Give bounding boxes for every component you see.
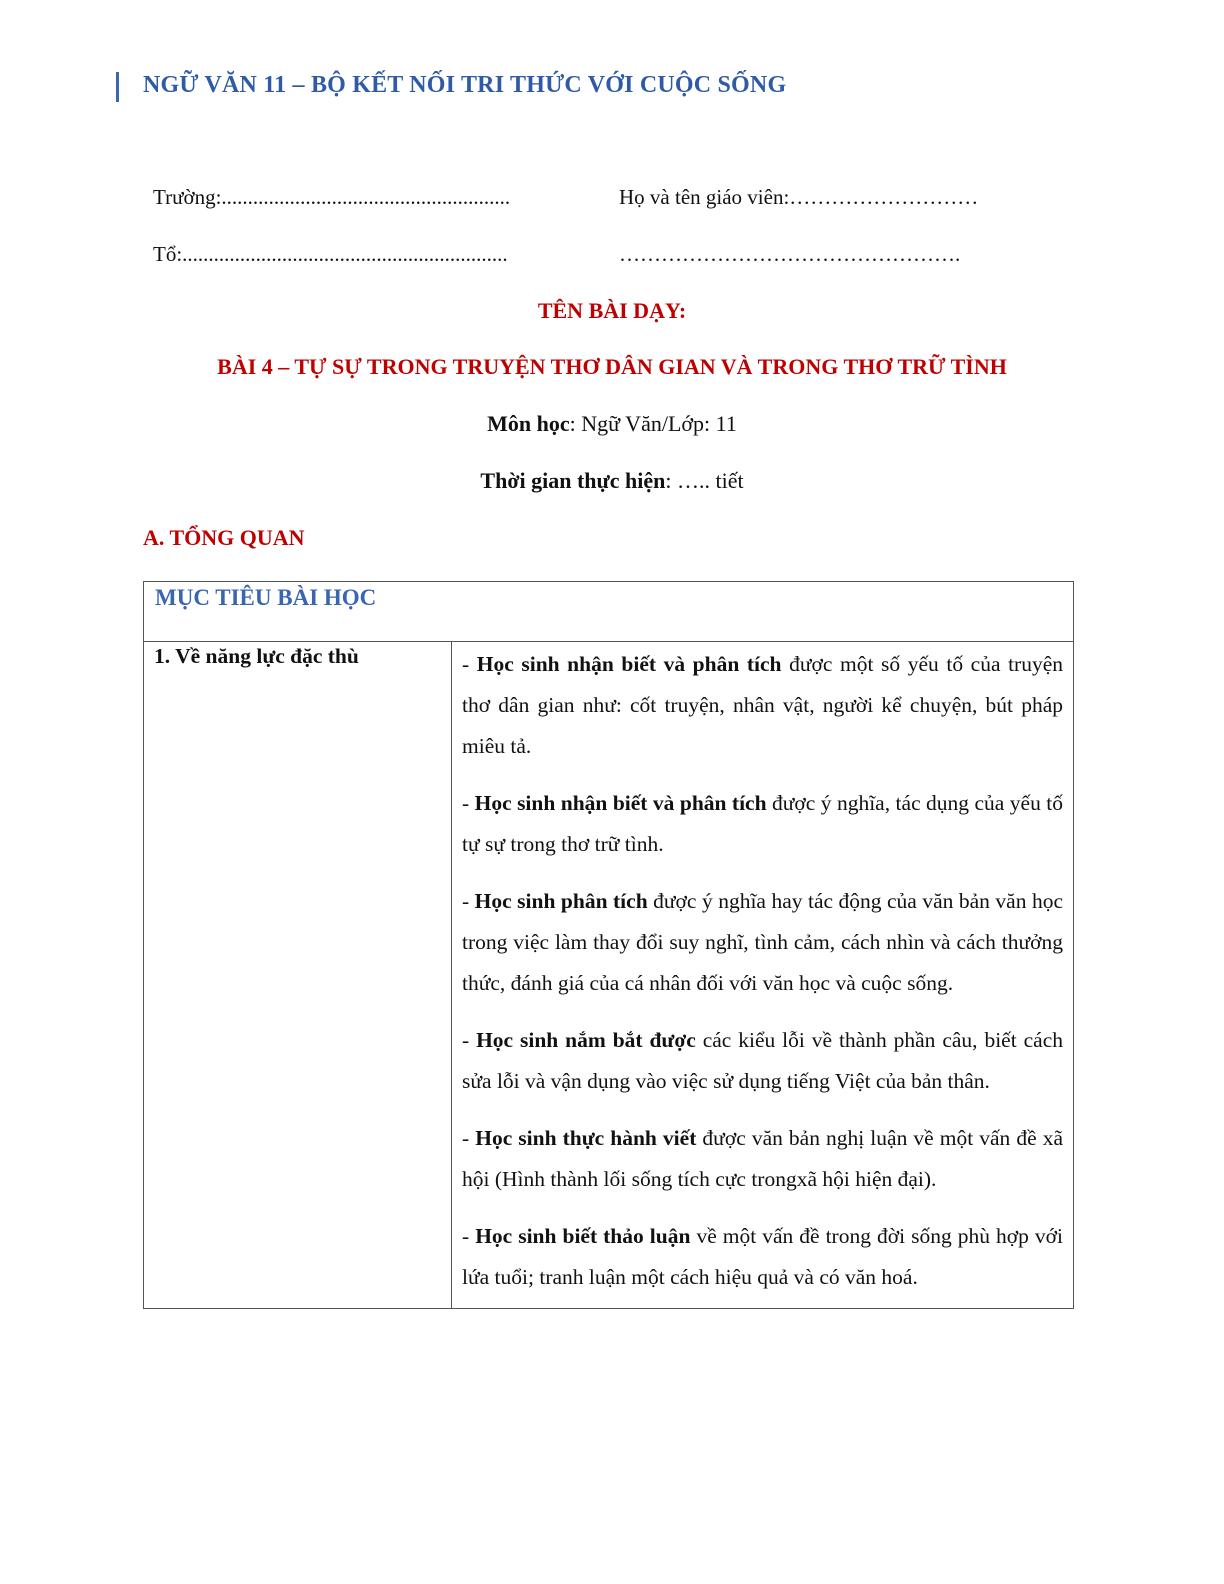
objective-item: - Học sinh nắm bắt được các kiểu lỗi về thành phần câu, biết cách sửa lỗi và vận dụng vào việc sử dụng tiếng Việt của bản thân.	[462, 1028, 1063, 1093]
objectives-table	[143, 581, 1074, 1309]
school-field: Trường:.......................................................	[153, 185, 511, 209]
subject-line	[0, 411, 1224, 437]
objectives-row-competency	[144, 642, 1074, 1309]
section-a-heading: A. TỔNG QUAN	[143, 525, 305, 550]
lesson-name-label: TÊN BÀI DẠY:	[537, 298, 687, 323]
competency-list	[452, 642, 1074, 1309]
competency-label: 1. Về năng lực đặc thù	[144, 642, 452, 1309]
objective-item: - Học sinh nhận biết và phân tích được ý nghĩa, tác dụng của yếu tố tự sự trong thơ trữ tình.	[462, 791, 1063, 856]
objective-item: - Học sinh nhận biết và phân tích được một số yếu tố của truyện thơ dân gian như: cốt truyện, nhân vật, người kể chuyện, bút pháp miêu tả.	[462, 652, 1064, 758]
teacher-name-field-line2: ………………………………………….	[619, 242, 961, 266]
header-accent-bar	[116, 72, 119, 102]
subject-value: : Ngữ Văn/Lớp: 11	[569, 411, 737, 436]
page-header-title: NGỮ VĂN 11 – BỘ KẾT NỐI TRI THỨC VỚI CUỘC SỐNG	[143, 72, 787, 98]
duration-value: : ….. tiết	[665, 468, 744, 493]
objective-item: - Học sinh thực hành viết được văn bản nghị luận về một vấn đề xã hội (Hình thành lối sống tích cực trongxã hội hiện đại).	[462, 1126, 1063, 1191]
objective-item: - Học sinh biết thảo luận về một vấn đề trong đời sống phù hợp với lứa tuổi; tranh luận một cách hiệu quả và có văn hoá.	[462, 1224, 1063, 1289]
group-field: Tổ:..............................................................	[153, 242, 508, 266]
teacher-name-field: Họ và tên giáo viên:………………………	[619, 185, 979, 209]
objectives-header-row	[144, 582, 1074, 642]
subject-label: Môn học	[487, 411, 570, 436]
objective-item: - Học sinh phân tích được ý nghĩa hay tác động của văn bản văn học trong việc làm thay đổi suy nghĩ, tình cảm, cách nhìn và cách thưởng thức, đánh giá của cá nhân đối với văn học và cuộc sống.	[462, 889, 1063, 995]
duration-label: Thời gian thực hiện	[480, 468, 666, 493]
lesson-title: BÀI 4 – TỰ SỰ TRONG TRUYỆN THƠ DÂN GIAN VÀ TRONG THƠ TRỮ TÌNH	[217, 354, 1007, 379]
objectives-header: MỤC TIÊU BÀI HỌC	[144, 582, 1074, 642]
duration-line	[0, 468, 1224, 494]
